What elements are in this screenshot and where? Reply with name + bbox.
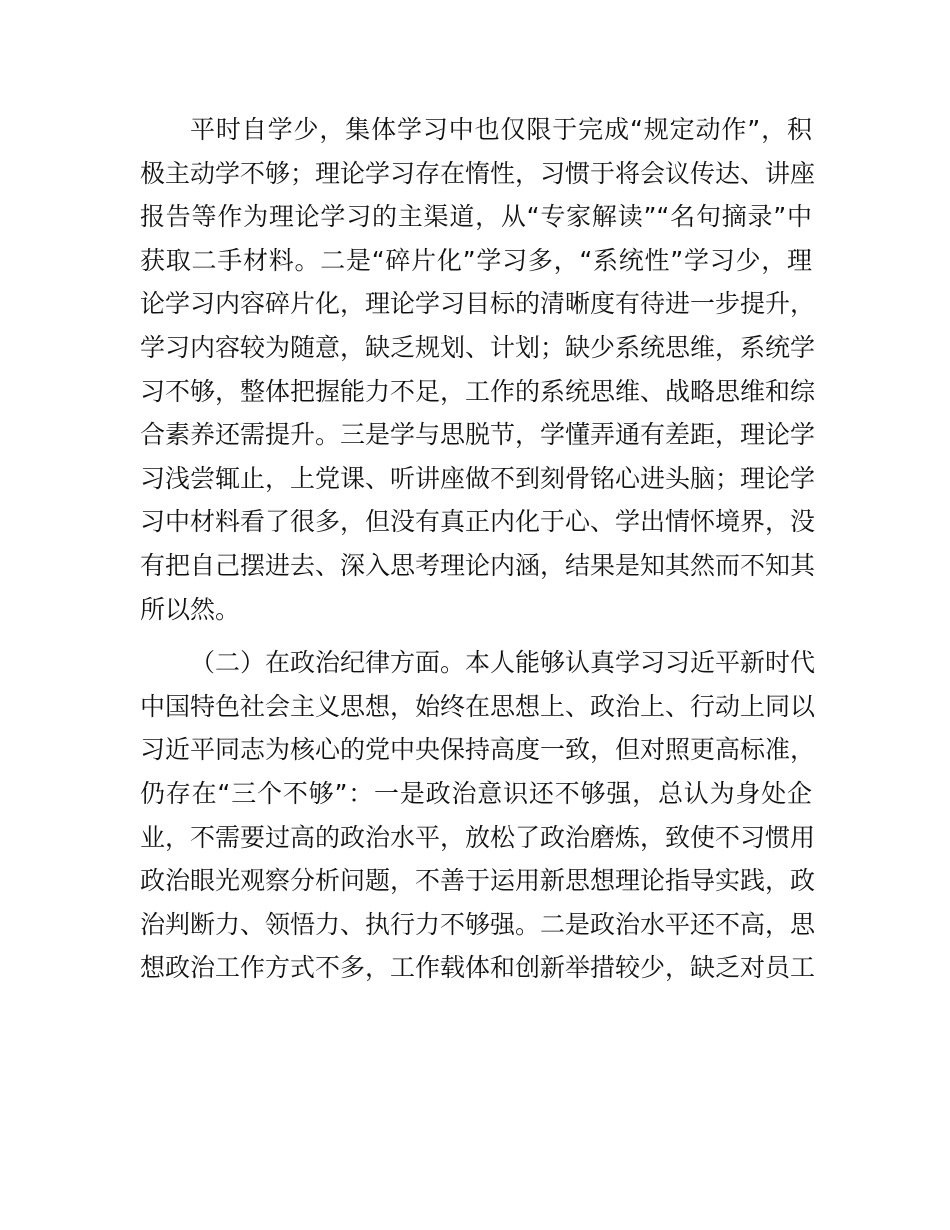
paragraph-line: 习近平同志为核心的党中央保持高度一致，但对照更高标准， [140,735,816,765]
paragraph-line: 政治眼光观察分析问题，不善于运用新思想理论指导实践，政 [140,866,816,896]
paragraph-line: 获取二手材料。二是“碎片化”学习多，“系统性”学习少，理 [140,245,812,275]
paragraph-line: （二）在政治纪律方面。本人能够认真学习习近平新时代 [190,648,816,678]
paragraph-line: 想政治工作方式不多，工作载体和创新举措较少，缺乏对员工 [140,953,816,983]
document-body [140,108,816,990]
paragraph-line: 习浅尝辄止，上党课、听讲座做不到刻骨铭心进头脑；理论学 [140,463,816,493]
paragraph-1 [140,108,816,631]
paragraph-line: 报告等作为理论学习的主渠道，从“专家解读”“名句摘录”中 [140,202,812,232]
paragraph-2 [140,641,816,990]
paragraph-line: 习中材料看了很多，但没有真正内化于心、学出情怀境界，没 [140,507,816,537]
paragraph-line: 极主动学不够；理论学习存在惰性，习惯于将会议传达、讲座 [140,158,816,188]
paragraph-line: 学习内容较为随意，缺乏规划、计划；缺少系统思维，系统学 [140,332,816,362]
paragraph-spacer [140,631,812,641]
paragraph-line: 所以然。 [140,594,241,624]
paragraph-line: 仍存在“三个不够”：一是政治意识还不够强，总认为身处企 [140,778,812,808]
paragraph-line: 有把自己摆进去、深入思考理论内涵，结果是知其然而不知其 [140,550,816,580]
paragraph-line: 中国特色社会主义思想，始终在思想上、政治上、行动上同以 [140,691,816,721]
paragraph-line: 平时自学少，集体学习中也仅限于完成“规定动作”，积 [190,115,812,144]
paragraph-line: 合素养还需提升。三是学与思脱节，学懂弄通有差距，理论学 [140,420,816,450]
paragraph-line: 业，不需要过高的政治水平，放松了政治磨炼，致使不习惯用 [140,822,816,852]
paragraph-line: 治判断力、领悟力、执行力不够强。二是政治水平还不高，思 [140,909,816,939]
paragraph-line: 习不够，整体把握能力不足，工作的系统思维、战略思维和综 [140,376,816,406]
paragraph-line: 论学习内容碎片化，理论学习目标的清晰度有待进一步提升， [140,289,816,319]
